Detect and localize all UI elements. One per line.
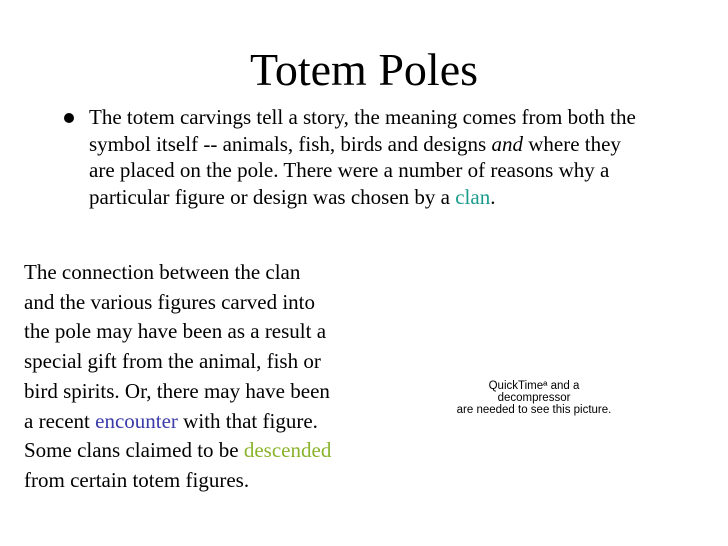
paragraph-part3: from certain totem figures. <box>24 467 250 492</box>
slide-title: Totem Poles <box>249 44 479 95</box>
bullet-text <box>89 104 648 210</box>
clan-link[interactable]: clan <box>455 184 491 209</box>
placeholder-line-1: QuickTimeª and a <box>488 380 580 392</box>
encounter-link[interactable]: encounter <box>95 408 178 433</box>
bullet-item <box>58 104 648 210</box>
paragraph-part2: with that figure. Some clans claimed to be <box>24 408 318 463</box>
body-paragraph <box>24 258 334 496</box>
bullet-text-part2: where they are placed on the pole. There were a number of reasons why a particular figure or design was chosen by a <box>89 131 621 209</box>
bullet-text-end: . <box>490 184 496 209</box>
bullet-point-icon <box>64 113 74 123</box>
paragraph-part1: The connection between the clan and the various figures carved into the pole may have been as a result a special gift from the animal, fish or bird spirits. Or, there may have been a recent <box>24 260 330 433</box>
descended-link[interactable]: descended <box>243 438 332 463</box>
placeholder-line-3: are needed to see this picture. <box>456 404 612 416</box>
quicktime-placeholder <box>418 380 650 416</box>
bullet-text-part1: The totem carvings tell a story, the meaning comes from both the symbol itself -- animals, fish, birds and designs <box>89 105 636 156</box>
bullet-emphasis: and <box>491 131 523 156</box>
placeholder-line-2: decompressor <box>497 392 571 404</box>
